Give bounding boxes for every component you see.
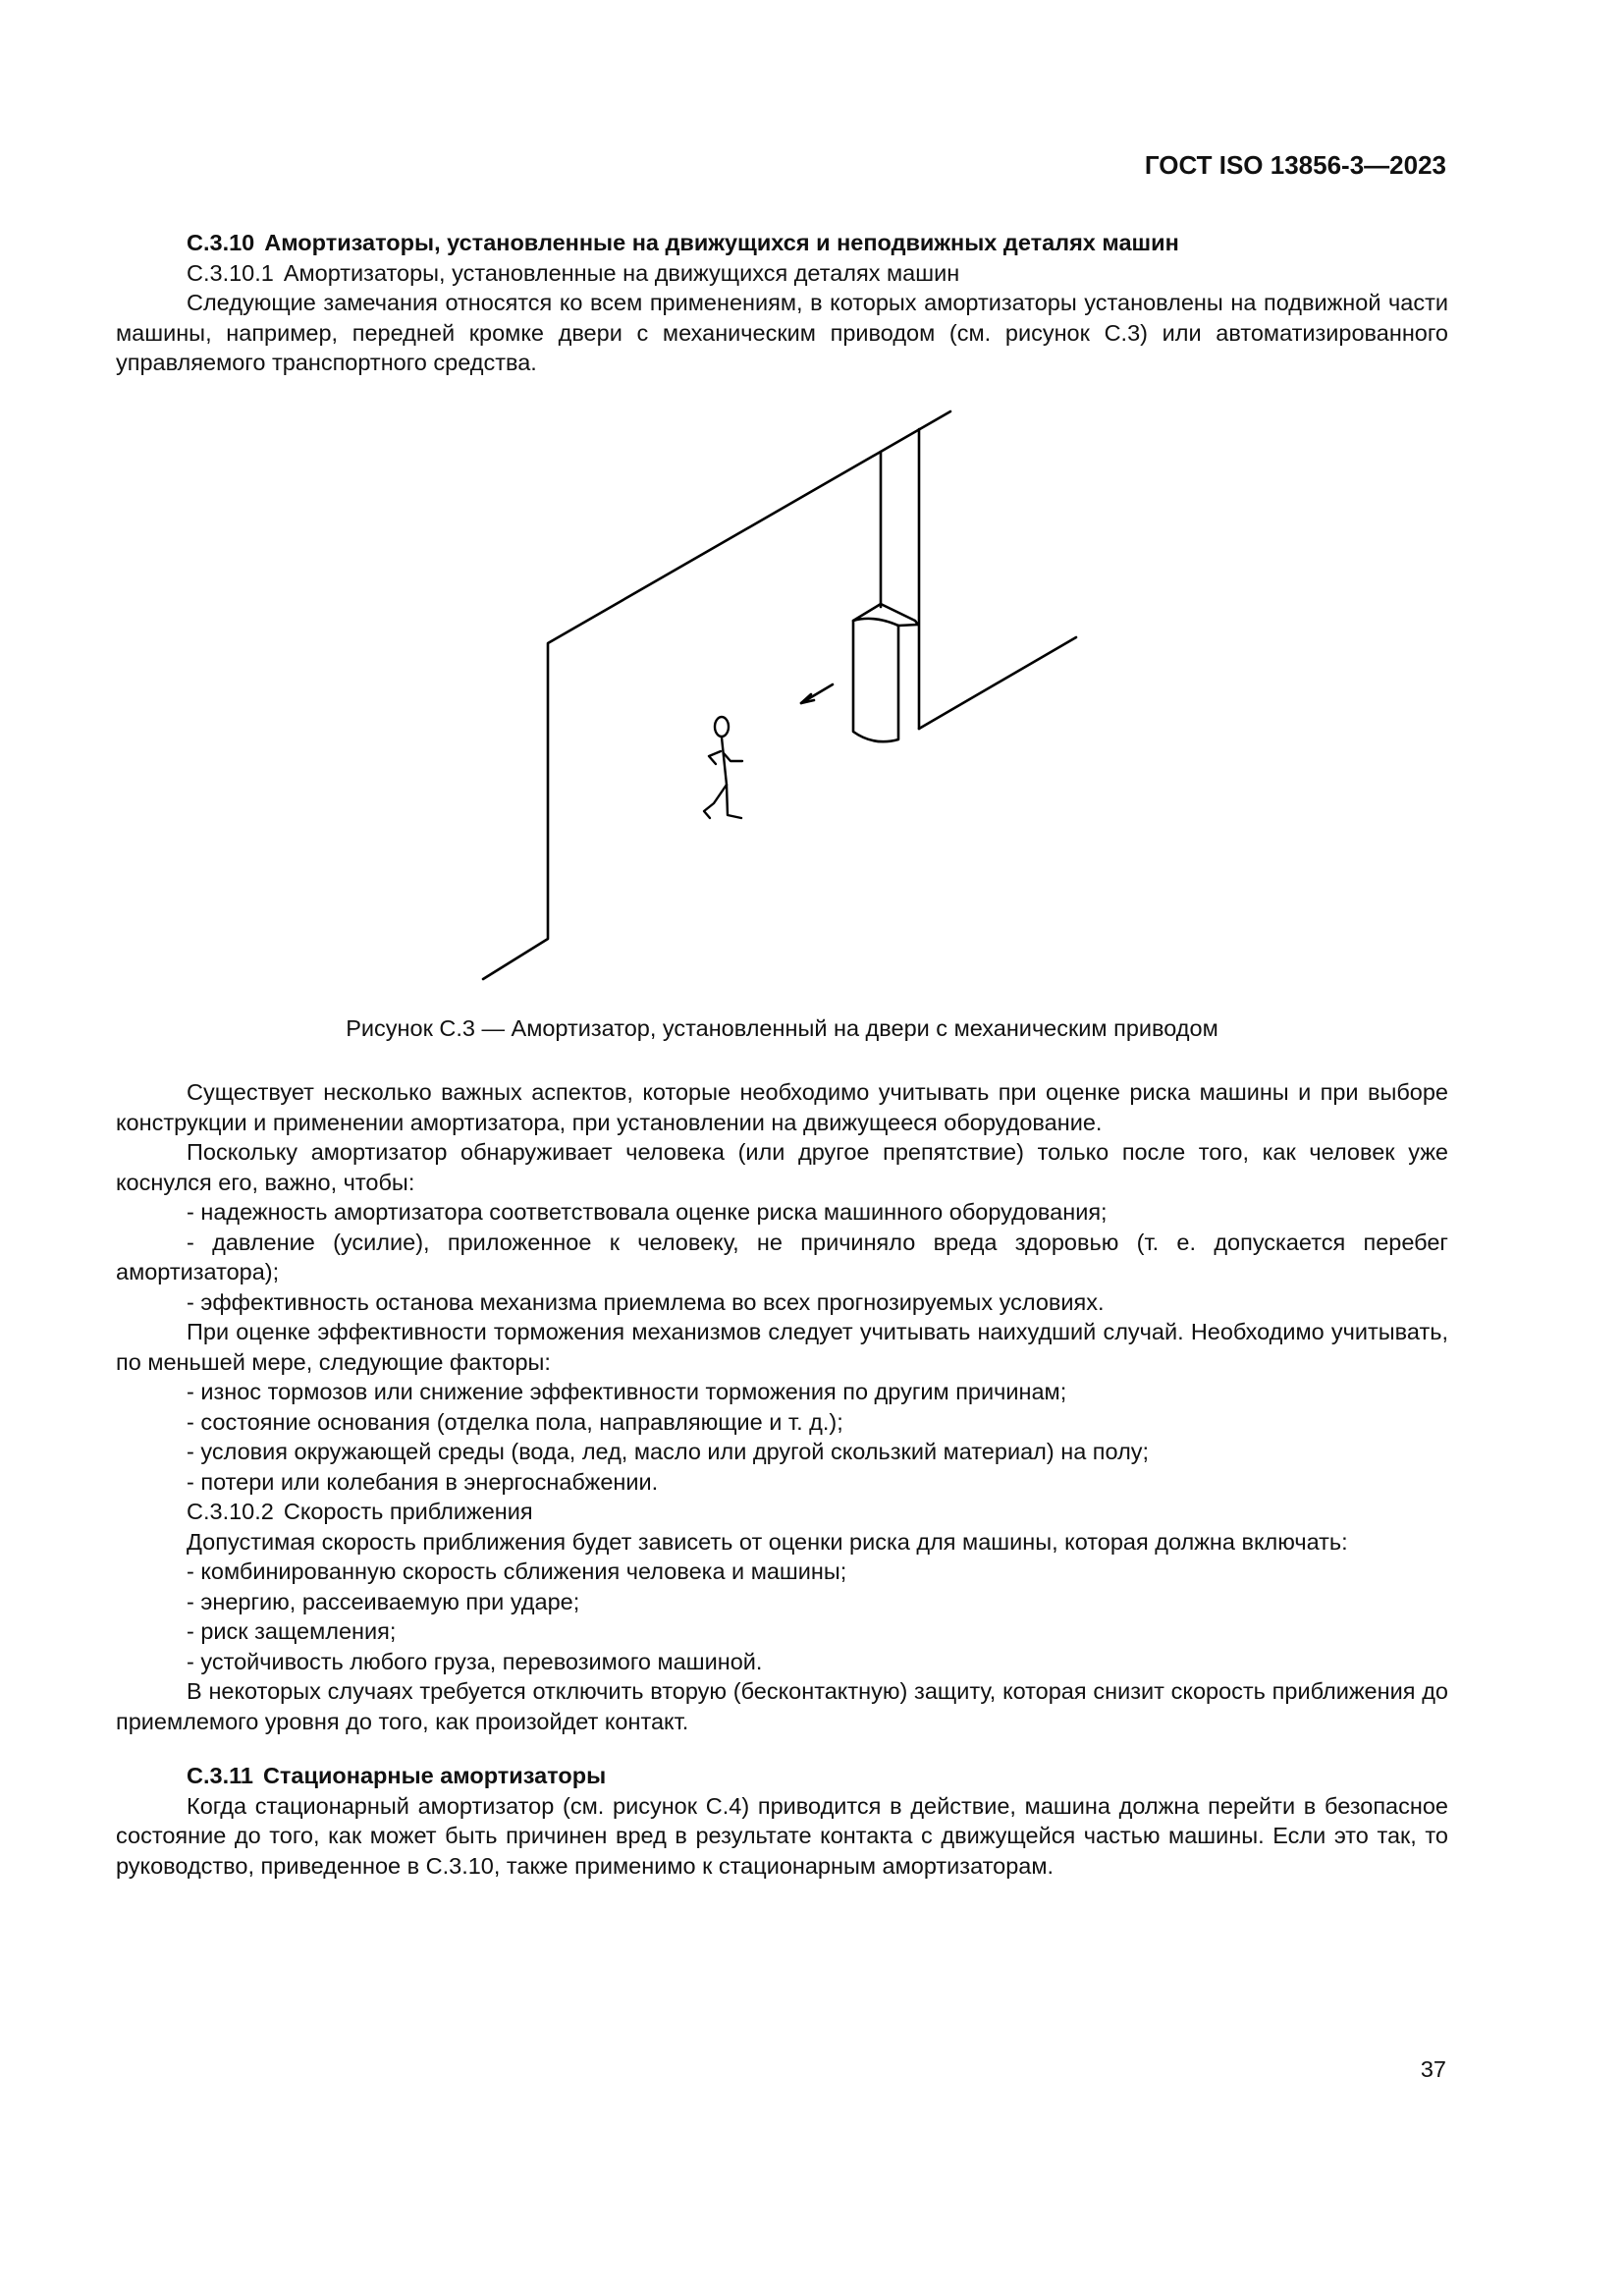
list-item: - потери или колебания в энергоснабжении. [187, 1468, 659, 1495]
section-title: Стационарные амортизаторы [262, 1763, 607, 1788]
body-paragraph-5: В некоторых случаях требуется отключить вторую (бесконтактную) защиту, которая снизит скорость приближения до приемлемого уровня до того, как произойдет контакт. [116, 1678, 1448, 1734]
list-item: - энергию, рассеиваемую при ударе; [187, 1588, 580, 1614]
list-item: - надежность амортизатора соответствовала оценке риска машинного оборудования; [187, 1199, 1108, 1225]
floor-line [919, 637, 1076, 729]
bumper-front [853, 619, 898, 741]
subsection-number: С.3.10.1 [187, 259, 274, 286]
door-bumper-drawing [461, 398, 1090, 992]
section-number: С.3.11 [187, 1763, 253, 1788]
subsection-heading-c3102 [116, 1497, 1448, 1527]
page-number: 37 [1420, 2056, 1446, 2082]
subsection-number: С.3.10.2 [187, 1499, 274, 1524]
list-item: - эффективность останова механизма приемлема во всех прогнозируемых условиях. [187, 1288, 1105, 1315]
section-c310-intro [116, 228, 1448, 378]
person-arm-left [709, 751, 721, 764]
person-arm-right [724, 753, 742, 761]
section-heading-c311 [116, 1761, 1448, 1791]
bumper-seam [898, 625, 918, 626]
section-number: С.3.10 [187, 230, 255, 255]
person-figure [704, 717, 742, 818]
standard-code-header: ГОСТ ISO 13856-3—2023 [1144, 150, 1446, 180]
list-item: - риск защемления; [187, 1618, 397, 1644]
subsection-heading-c3101 [116, 258, 1448, 289]
person-leg-right [727, 785, 741, 818]
list-item: - условия окружающей среды (вода, лед, масло или другой скользкий материал) на полу; [187, 1439, 1150, 1464]
body-paragraph-1: Существует несколько важных аспектов, которые необходимо учитывать при оценке риска машины и при выборе конструкции и применении амортизатора, при установлении на движущееся оборудование. [116, 1079, 1448, 1135]
main-body [116, 1077, 1448, 1736]
section-c311 [116, 1761, 1448, 1881]
section-c311-paragraph: Когда стационарный амортизатор (см. рисунок С.4) приводится в действие, машина должна перейти в безопасное состояние до того, как может быть причинен вред в результате контакта с движущейся частью машины. Если это так, то руководство, приведенное в С.3.10, также применимо к стационарным амортизаторам. [116, 1792, 1448, 1879]
body-paragraph-3: При оценке эффективности торможения механизмов следует учитывать наихудший случай. Необходимо учитывать, по меньшей мере, следующие факторы: [116, 1319, 1448, 1375]
subsection-title: Амортизаторы, установленные на движущихся деталях машин [283, 259, 960, 286]
list-item: - устойчивость любого груза, перевозимого машиной. [187, 1648, 763, 1674]
list-item: - износ тормозов или снижение эффективности торможения по другим причинам; [187, 1379, 1067, 1404]
section-title: Амортизаторы, установленные на движущихся и неподвижных деталях машин [264, 230, 1179, 255]
person-leg-left [704, 785, 727, 818]
figure-caption: Рисунок С.3 — Амортизатор, установленный на двери с механическим приводом [346, 1015, 1218, 1041]
person-torso [722, 738, 727, 785]
figure-door-bumper [461, 398, 1090, 992]
section-heading-c310 [116, 228, 1448, 258]
list-item: - комбинированную скорость сближения человека и машины; [187, 1558, 847, 1584]
body-paragraph-4: Допустимая скорость приближения будет зависеть от оценки риска для машины, которая должна включать: [187, 1528, 1348, 1555]
body-paragraph-2: Поскольку амортизатор обнаруживает человека (или другое препятствие) только после того, как человек уже коснулся его, важно, чтобы: [116, 1139, 1448, 1195]
list-item: - состояние основания (отделка пола, направляющие и т. д.); [187, 1408, 843, 1435]
subsection-title: Скорость приближения [283, 1499, 533, 1524]
intro-paragraph: Следующие замечания относятся ко всем применениям, в которых амортизаторы установлены на подвижной части машины, например, передней кромке двери с механическим приводом (см. рисунок С.3) или автоматизированного управляемого транспортного средства. [116, 290, 1448, 375]
list-item: - давление (усилие), приложенное к человеку, не причиняло вреда здоровью (т. е. допускается перебег амортизатора); [116, 1229, 1448, 1285]
person-head [715, 717, 729, 737]
